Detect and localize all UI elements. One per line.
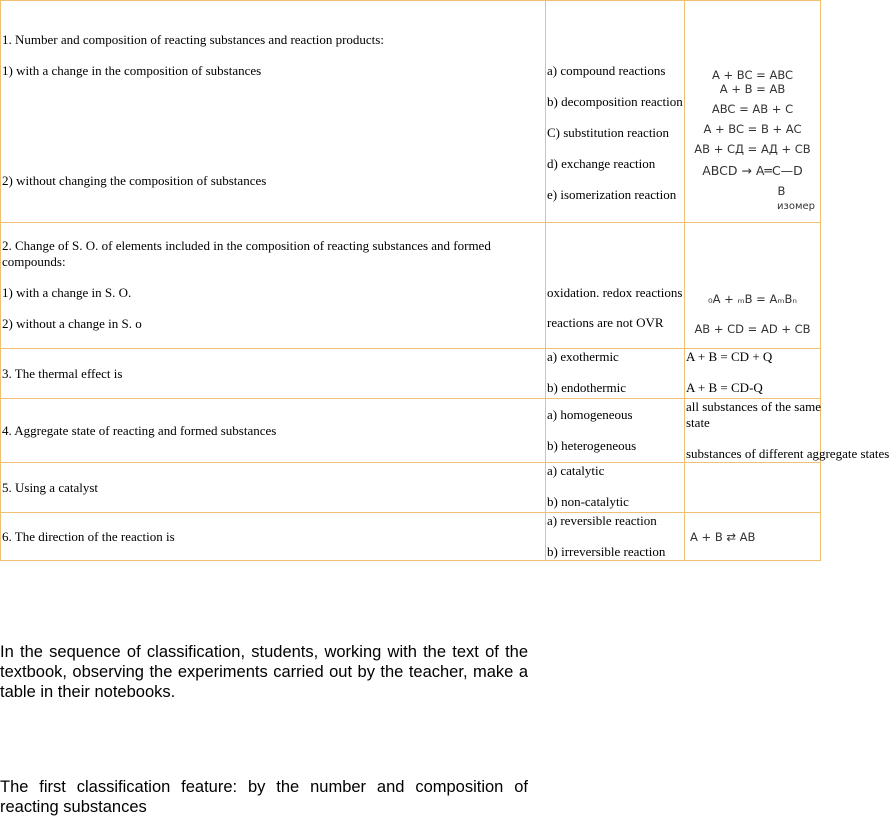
formula: ABCD → A═C—D — [702, 163, 803, 178]
feature-title: 5. Using a catalyst — [2, 479, 99, 495]
reaction-type: d) exchange reaction — [547, 156, 656, 171]
table-row — [1, 223, 821, 349]
formula: A + B = CD-Q — [686, 380, 763, 395]
state-description: substances of different aggregate states — [686, 446, 889, 461]
formula-cell — [685, 349, 821, 399]
table-row — [1, 513, 821, 561]
paragraph-intro: In the sequence of classification, students, working with the text of the textbook, observing the experiments carried out by the teacher, make a table in their notebooks. — [0, 643, 528, 701]
type-cell — [546, 513, 685, 561]
feature-cell — [1, 1, 546, 223]
table-row — [1, 349, 821, 399]
feature-cell — [1, 513, 546, 561]
formula: A + BC = B + AC — [703, 122, 802, 136]
reaction-type: b) heterogeneous — [547, 438, 637, 453]
feature-subtype: 1) with a change in S. O. — [2, 285, 132, 300]
reaction-type: b) endothermic — [547, 380, 627, 395]
table-row — [1, 1, 821, 223]
reaction-type: b) irreversible reaction — [547, 544, 666, 559]
reaction-type: e) isomerization reaction — [547, 187, 677, 202]
formula: ABC = AB + C — [711, 102, 794, 116]
formula: A + B = AB — [719, 82, 786, 96]
reaction-type: a) reversible reaction — [547, 513, 657, 528]
formula: ₀A + ₘB = AₘBₙ — [708, 292, 797, 306]
type-cell — [546, 399, 685, 463]
formula: A + BC = ABC — [711, 68, 794, 82]
reaction-type: reactions are not OVR — [547, 315, 664, 330]
feature-cell — [1, 399, 546, 463]
feature-subtype: 2) without changing the composition of substances — [2, 173, 267, 188]
formula: A + B = CD + Q — [686, 349, 773, 364]
feature-subtype: 1) with a change in the composition of substances — [2, 63, 262, 78]
formula-cell — [685, 463, 821, 513]
feature-title: 4. Aggregate state of reacting and formed substances — [2, 422, 277, 438]
formula-caption: изомер — [777, 201, 815, 212]
reaction-type: a) catalytic — [547, 463, 605, 478]
formula: AB + CD = AD + CB — [694, 322, 811, 336]
feature-cell — [1, 223, 546, 349]
reaction-type: a) exothermic — [547, 349, 619, 364]
reaction-type: b) non-catalytic — [547, 494, 629, 509]
formula-cell — [685, 223, 821, 349]
feature-cell — [1, 463, 546, 513]
feature-subtype: 2) without a change in S. o — [2, 316, 142, 331]
table-row — [1, 399, 821, 463]
formula: AB + СД = АД + CB — [694, 142, 811, 156]
feature-title: 1. Number and composition of reacting substances and reaction products: — [2, 32, 384, 47]
feature-cell — [1, 349, 546, 399]
formula: B — [777, 184, 786, 198]
formula-cell — [685, 399, 889, 463]
feature-title: 3. The thermal effect is — [2, 365, 123, 381]
state-description: all substances of the same state — [686, 399, 822, 430]
reaction-type: b) decomposition reaction — [547, 94, 683, 109]
table-row — [1, 463, 821, 513]
type-cell — [546, 1, 685, 223]
type-cell — [546, 349, 685, 399]
type-cell — [546, 463, 685, 513]
feature-title: 2. Change of S. O. of elements included in the composition of reacting substances and formed compounds: — [2, 238, 491, 269]
reaction-type: a) homogeneous — [547, 407, 633, 422]
formula: A + B ⇄ AB — [690, 529, 756, 544]
formula-cell — [685, 1, 821, 223]
type-cell — [546, 223, 685, 349]
reaction-type: C) substitution reaction — [547, 125, 670, 140]
reaction-type: a) compound reactions — [547, 63, 666, 78]
feature-title: 6. The direction of the reaction is — [2, 528, 175, 544]
formula-cell — [685, 513, 821, 561]
reaction-type: oxidation. redox reactions — [547, 285, 683, 300]
paragraph-first-feature: The first classification feature: by the number and composition of reacting substances — [0, 778, 528, 816]
